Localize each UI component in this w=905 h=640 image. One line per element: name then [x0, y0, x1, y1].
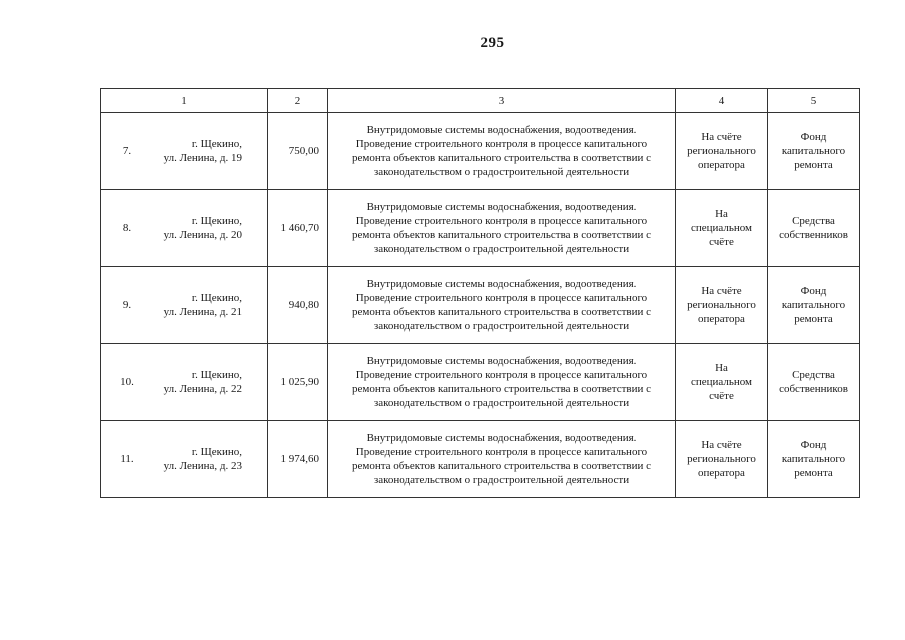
- address-street: ул. Ленина, д. 22: [163, 383, 242, 395]
- address-street: ул. Ленина, д. 19: [163, 152, 242, 164]
- number-address-wrap: [104, 368, 264, 396]
- works-line: Внутридомовые системы водоснабжения, водоотведения.: [366, 201, 637, 213]
- works-line: ремонта объектов капитального строительства в соответствии с: [352, 306, 651, 318]
- source-cell: [768, 267, 860, 344]
- account-line: оператора: [698, 313, 745, 325]
- table-row: [101, 267, 860, 344]
- source-line: ремонта: [794, 159, 833, 171]
- account-line: оператора: [698, 159, 745, 171]
- number-address-wrap: [104, 137, 264, 165]
- works-line: ремонта объектов капитального строительства в соответствии с: [352, 229, 651, 241]
- account-line: регионального: [687, 453, 756, 465]
- column-header: 4: [676, 89, 768, 113]
- source-line: капитального: [781, 453, 846, 465]
- works-line: ремонта объектов капитального строительства в соответствии с: [352, 152, 651, 164]
- row-number: 10.: [120, 376, 134, 388]
- row-address: [146, 368, 264, 396]
- address-city: г. Щекино,: [191, 369, 242, 381]
- works-cell: [328, 267, 676, 344]
- address-street: ул. Ленина, д. 20: [163, 229, 242, 241]
- works-line: Внутридомовые системы водоснабжения, водоотведения.: [366, 355, 637, 367]
- source-cell: [768, 190, 860, 267]
- source-line: капитального: [781, 145, 846, 157]
- works-line: Проведение строительного контроля в процессе капитального: [355, 292, 648, 304]
- row-address: [146, 291, 264, 319]
- row-address: [146, 214, 264, 242]
- table-row: [101, 190, 860, 267]
- works-line: Внутридомовые системы водоснабжения, водоотведения.: [366, 278, 637, 290]
- number-address-wrap: [104, 214, 264, 242]
- account-line: оператора: [698, 467, 745, 479]
- row-number: 11.: [120, 453, 134, 465]
- source-line: Фонд: [800, 439, 827, 451]
- row-number: 7.: [122, 145, 132, 157]
- number-address-cell: [101, 344, 268, 421]
- source-cell: [768, 113, 860, 190]
- works-line: законодательством о градостроительной деятельности: [373, 166, 630, 178]
- number-address-cell: [101, 190, 268, 267]
- register-table: [100, 88, 860, 498]
- works-line: Проведение строительного контроля в процессе капитального: [355, 446, 648, 458]
- number-address-wrap: [104, 445, 264, 473]
- area-cell: 750,00: [268, 113, 328, 190]
- source-line: собственников: [779, 229, 848, 241]
- works-line: ремонта объектов капитального строительства в соответствии с: [352, 460, 651, 472]
- account-cell: [676, 421, 768, 498]
- area-cell: 940,80: [268, 267, 328, 344]
- works-line: законодательством о градостроительной деятельности: [373, 320, 630, 332]
- account-line: регионального: [687, 145, 756, 157]
- account-line: На счёте: [701, 285, 742, 297]
- works-line: законодательством о градостроительной деятельности: [373, 243, 630, 255]
- address-city: г. Щекино,: [191, 215, 242, 227]
- area-cell: 1 974,60: [268, 421, 328, 498]
- account-cell: [676, 344, 768, 421]
- row-number: 9.: [122, 299, 132, 311]
- source-line: собственников: [779, 383, 848, 395]
- source-line: ремонта: [794, 467, 833, 479]
- address-street: ул. Ленина, д. 21: [163, 306, 242, 318]
- account-line: На счёте: [701, 131, 742, 143]
- account-cell: [676, 267, 768, 344]
- column-header: 3: [328, 89, 676, 113]
- works-line: ремонта объектов капитального строительства в соответствии с: [352, 383, 651, 395]
- area-cell: 1 025,90: [268, 344, 328, 421]
- row-address: [146, 137, 264, 165]
- source-cell: [768, 421, 860, 498]
- column-header: 2: [268, 89, 328, 113]
- account-cell: [676, 113, 768, 190]
- address-city: г. Щекино,: [191, 446, 242, 458]
- table-body: [101, 113, 860, 498]
- number-address-cell: [101, 113, 268, 190]
- account-line: специальном: [690, 222, 753, 234]
- source-line: капитального: [781, 299, 846, 311]
- account-line: На: [715, 362, 728, 374]
- page-number: 295: [480, 35, 505, 51]
- row-address: [146, 445, 264, 473]
- number-address-wrap: [104, 291, 264, 319]
- source-line: Фонд: [800, 285, 827, 297]
- source-line: Фонд: [800, 131, 827, 143]
- account-line: регионального: [687, 299, 756, 311]
- source-line: Средства: [792, 215, 835, 227]
- works-line: Внутридомовые системы водоснабжения, водоотведения.: [366, 432, 637, 444]
- number-address-cell: [101, 267, 268, 344]
- works-cell: [328, 113, 676, 190]
- works-line: Внутридомовые системы водоснабжения, водоотведения.: [366, 124, 637, 136]
- address-city: г. Щекино,: [191, 292, 242, 304]
- table-row: [101, 113, 860, 190]
- account-line: счёте: [709, 236, 734, 248]
- address-street: ул. Ленина, д. 23: [163, 460, 242, 472]
- source-line: ремонта: [794, 313, 833, 325]
- column-header: 5: [768, 89, 860, 113]
- works-line: законодательством о градостроительной деятельности: [373, 474, 630, 486]
- works-cell: [328, 190, 676, 267]
- header-row: [101, 89, 860, 113]
- area-cell: 1 460,70: [268, 190, 328, 267]
- source-line: Средства: [792, 369, 835, 381]
- account-line: счёте: [709, 390, 734, 402]
- works-cell: [328, 344, 676, 421]
- account-cell: [676, 190, 768, 267]
- table-row: [101, 344, 860, 421]
- account-line: специальном: [690, 376, 753, 388]
- row-number: 8.: [122, 222, 132, 234]
- works-line: Проведение строительного контроля в процессе капитального: [355, 215, 648, 227]
- number-address-cell: [101, 421, 268, 498]
- account-line: На: [715, 208, 728, 220]
- account-line: На счёте: [701, 439, 742, 451]
- works-line: Проведение строительного контроля в процессе капитального: [355, 138, 648, 150]
- column-header: 1: [101, 89, 268, 113]
- works-cell: [328, 421, 676, 498]
- works-line: Проведение строительного контроля в процессе капитального: [355, 369, 648, 381]
- address-city: г. Щекино,: [191, 138, 242, 150]
- works-line: законодательством о градостроительной деятельности: [373, 397, 630, 409]
- table-row: [101, 421, 860, 498]
- source-cell: [768, 344, 860, 421]
